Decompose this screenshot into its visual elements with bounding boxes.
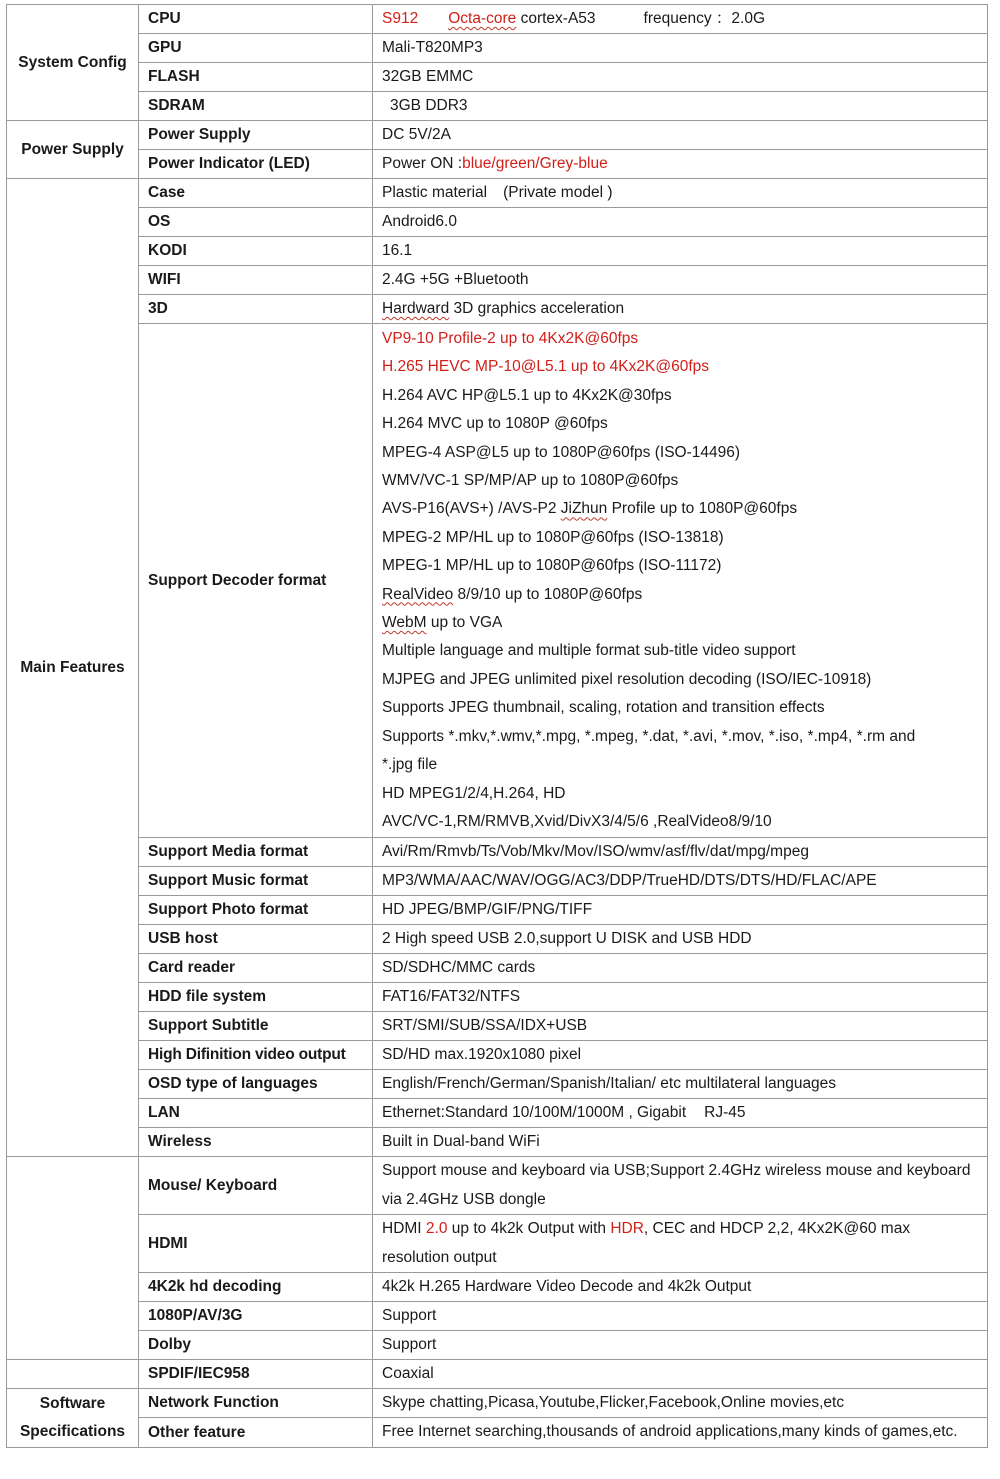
table-row — [7, 179, 988, 208]
spec-table — [6, 4, 988, 1448]
row-name-lan: LAN — [139, 1099, 373, 1128]
decoder-line: MJPEG and JPEG unlimited pixel resolution decoding (ISO/IEC-10918) — [382, 670, 872, 688]
3d-hardward: Hardward — [382, 300, 450, 317]
table-row — [7, 1389, 988, 1418]
row-name-spdif: SPDIF/IEC958 — [139, 1360, 373, 1389]
3d-accel: 3D graphics acceleration — [449, 300, 625, 317]
row-name-3d: 3D — [139, 295, 373, 324]
row-value-card: SD/SDHC/MMC cards — [373, 954, 988, 983]
cpu-model: S912 — [382, 10, 419, 27]
row-value-power-led — [373, 150, 988, 179]
row-name-case: Case — [139, 179, 373, 208]
row-value-media: Avi/Rm/Rmvb/Ts/Vob/Mkv/Mov/ISO/wmv/asf/flv/dat/mpg/mpeg — [373, 838, 988, 867]
decoder-line: Supports *.mkv,*.wmv,*.mpg, *.mpeg, *.dat, *.avi, *.mov, *.iso, *.mp4, *.rm and — [382, 727, 916, 745]
cpu-core: Octa-core — [448, 10, 517, 27]
table-row — [7, 1070, 988, 1099]
led-colors: blue/green/Grey-blue — [462, 155, 608, 172]
row-name-music: Support Music format — [139, 867, 373, 896]
decoder-line: H.264 MVC up to 1080P @60fps — [382, 415, 608, 433]
group-system-config: System Config — [7, 5, 139, 121]
table-row — [7, 1418, 988, 1448]
table-row — [7, 266, 988, 295]
power-on-label: Power ON : — [382, 155, 463, 172]
row-name-media: Support Media format — [139, 838, 373, 867]
decoder-line: HD MPEG1/2/4,H.264, HD — [382, 784, 566, 802]
row-value-mouse: Support mouse and keyboard via USB;Support 2.4GHz wireless mouse and keyboard via 2.4GHz USB dongle — [373, 1157, 988, 1215]
table-row — [7, 1302, 988, 1331]
row-name-dolby: Dolby — [139, 1331, 373, 1360]
table-row — [7, 237, 988, 266]
row-value-dolby: Support — [373, 1331, 988, 1360]
lan-standard: Ethernet:Standard 10/100M/1000M , Gigabit — [382, 1104, 687, 1122]
row-value-1080p: Support — [373, 1302, 988, 1331]
group-software-specifications: Software Specifications — [7, 1389, 139, 1448]
decoder-line: MPEG-1 MP/HL up to 1080P@60fps (ISO-11172) — [382, 557, 722, 575]
decoder-line: AVC/VC-1,RM/RMVB,Xvid/DivX3/4/5/6 ,RealVideo8/9/10 — [382, 812, 772, 830]
row-value-music: MP3/WMA/AAC/WAV/OGG/AC3/DDP/TrueHD/DTS/DTS/HD/FLAC/APE — [373, 867, 988, 896]
row-name-wifi: WIFI — [139, 266, 373, 295]
table-row — [7, 1273, 988, 1302]
row-name-photo: Support Photo format — [139, 896, 373, 925]
row-name-usb: USB host — [139, 925, 373, 954]
decoder-line: MPEG-4 ASP@L5 up to 1080P@60fps (ISO-14496) — [382, 443, 741, 461]
decoder-line: H.264 AVC HP@L5.1 up to 4Kx2K@30fps — [382, 386, 672, 404]
row-name-subtitle: Support Subtitle — [139, 1012, 373, 1041]
row-value-power-supply: DC 5V/2A — [373, 121, 988, 150]
row-value-photo: HD JPEG/BMP/GIF/PNG/TIFF — [373, 896, 988, 925]
table-row — [7, 896, 988, 925]
table-row — [7, 983, 988, 1012]
row-name-1080p: 1080P/AV/3G — [139, 1302, 373, 1331]
row-name-card: Card reader — [139, 954, 373, 983]
row-value-decoder — [373, 324, 988, 838]
row-name-osd: OSD type of languages — [139, 1070, 373, 1099]
row-name-network: Network Function — [139, 1389, 373, 1418]
decoder-line: VP9-10 Profile-2 up to 4Kx2K@60fps — [382, 330, 639, 347]
row-name-mouse: Mouse/ Keyboard — [139, 1157, 373, 1215]
row-value-lan — [373, 1099, 988, 1128]
group-main-features: Main Features — [7, 179, 139, 1157]
group-blank-cont — [7, 1360, 139, 1389]
row-value-cpu — [373, 5, 988, 34]
table-row — [7, 5, 988, 34]
decoder-line: *.jpg file — [382, 756, 438, 774]
table-row — [7, 1099, 988, 1128]
table-row — [7, 925, 988, 954]
lan-port: RJ-45 — [704, 1104, 746, 1122]
case-model: (Private model ) — [503, 184, 613, 201]
table-row — [7, 150, 988, 179]
row-value-network: Skype chatting,Picasa,Youtube,Flicker,Facebook,Online movies,etc — [373, 1389, 988, 1418]
table-row — [7, 92, 988, 121]
cpu-frequency: frequency ：2.0G — [643, 10, 766, 27]
row-name-os: OS — [139, 208, 373, 237]
row-value-osd: English/French/German/Spanish/Italian/ etc multilateral languages — [373, 1070, 988, 1099]
row-value-sdram: 3GB DDR3 — [373, 92, 988, 121]
decoder-line: WMV/VC-1 SP/MP/AP up to 1080P@60fps — [382, 472, 679, 490]
decoder-line: H.265 HEVC MP-10@L5.1 up to 4Kx2K@60fps — [382, 358, 709, 376]
decoder-line: RealVideo 8/9/10 up to 1080P@60fps — [382, 585, 643, 603]
row-name-power-supply: Power Supply — [139, 121, 373, 150]
row-value-wifi: 2.4G +5G +Bluetooth — [373, 266, 988, 295]
table-row — [7, 1012, 988, 1041]
row-value-hdmi: HDMI 2.0 up to 4k2k Output with HDR, CEC and HDCP 2,2, 4Kx2K@60 max resolution output — [373, 1215, 988, 1273]
decoder-line: MPEG-2 MP/HL up to 1080P@60fps (ISO-13818) — [382, 528, 724, 546]
row-value-os: Android6.0 — [373, 208, 988, 237]
table-row — [7, 1331, 988, 1360]
row-name-flash: FLASH — [139, 63, 373, 92]
decoder-line: AVS-P16(AVS+) /AVS-P2 JiZhun Profile up to 1080P@60fps — [382, 500, 798, 518]
row-value-flash: 32GB EMMC — [373, 63, 988, 92]
table-row — [7, 121, 988, 150]
table-row — [7, 63, 988, 92]
row-name-4k2k: 4K2k hd decoding — [139, 1273, 373, 1302]
table-row — [7, 1041, 988, 1070]
row-value-gpu: Mali-T820MP3 — [373, 34, 988, 63]
row-name-hd-output: High Difinition video output — [139, 1041, 373, 1070]
row-value-hd-output: SD/HD max.1920x1080 pixel — [373, 1041, 988, 1070]
group-blank — [7, 1157, 139, 1360]
row-value-subtitle: SRT/SMI/SUB/SSA/IDX+USB — [373, 1012, 988, 1041]
row-name-decoder: Support Decoder format — [139, 324, 373, 838]
table-row — [7, 208, 988, 237]
row-value-spdif: Coaxial — [373, 1360, 988, 1389]
row-value-case — [373, 179, 988, 208]
row-name-cpu: CPU — [139, 5, 373, 34]
row-name-other: Other feature — [139, 1418, 373, 1448]
decoder-line: Multiple language and multiple format sub-title video support — [382, 642, 796, 660]
row-name-kodi: KODI — [139, 237, 373, 266]
row-value-3d — [373, 295, 988, 324]
table-row — [7, 1215, 988, 1273]
row-value-hdd: FAT16/FAT32/NTFS — [373, 983, 988, 1012]
table-row — [7, 324, 988, 838]
table-row — [7, 1128, 988, 1157]
table-row — [7, 954, 988, 983]
row-value-wireless: Built in Dual-band WiFi — [373, 1128, 988, 1157]
row-name-wireless: Wireless — [139, 1128, 373, 1157]
table-row — [7, 867, 988, 896]
row-name-hdd: HDD file system — [139, 983, 373, 1012]
table-row — [7, 34, 988, 63]
row-name-gpu: GPU — [139, 34, 373, 63]
cpu-arch: cortex-A53 — [520, 10, 596, 27]
row-name-power-led: Power Indicator (LED) — [139, 150, 373, 179]
row-name-hdmi: HDMI — [139, 1215, 373, 1273]
decoder-line: WebM up to VGA — [382, 614, 503, 632]
table-row — [7, 1360, 988, 1389]
row-value-usb: 2 High speed USB 2.0,support U DISK and USB HDD — [373, 925, 988, 954]
decoder-line: Supports JPEG thumbnail, scaling, rotation and transition effects — [382, 699, 825, 717]
table-row — [7, 295, 988, 324]
row-value-kodi: 16.1 — [373, 237, 988, 266]
row-name-sdram: SDRAM — [139, 92, 373, 121]
row-value-4k2k: 4k2k H.265 Hardware Video Decode and 4k2k Output — [373, 1273, 988, 1302]
table-row — [7, 838, 988, 867]
case-material: Plastic material — [382, 184, 488, 201]
table-row — [7, 1157, 988, 1215]
group-power-supply: Power Supply — [7, 121, 139, 179]
row-value-other: Free Internet searching,thousands of android applications,many kinds of games,etc. — [373, 1418, 988, 1448]
